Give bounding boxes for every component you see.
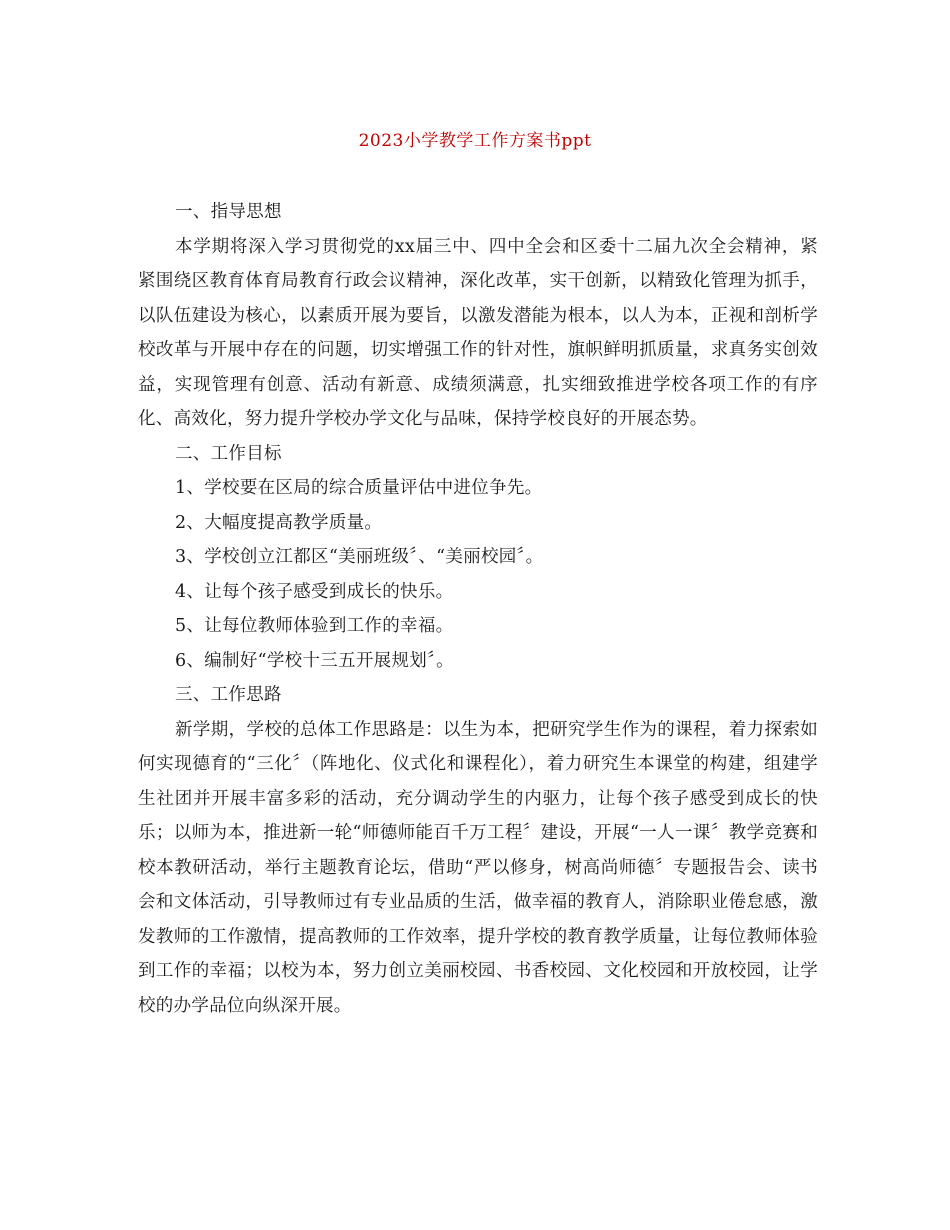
goal-item-2: 2、大幅度提高教学质量。 (175, 512, 383, 533)
goal-item-1: 1、学校要在区局的综合质量评估中进位争先。 (175, 478, 543, 498)
goal-item-5: 5、让每位教师体验到工作的幸福。 (175, 616, 454, 636)
goal-item-6: 6、编制好“学校十三五开展规划〞。 (175, 650, 454, 671)
goal-item-3: 3、学校创立江都区“美丽班级〞、“美丽校园〞。 (175, 547, 544, 567)
paragraph-work-approach: 新学期，学校的总体工作思路是：以生为本，把研究学生作为的课程，着力探索如何实现德育的“三化〞（阵地化、仪式化和课程化），着力研究生本课堂的构建，组建学生社团并开展丰富多彩的活动，充分调动学生的内驱力，让每个孩子感受到成长的快乐；以师为本，推进新一轮“师德师能百千万工程〞建设，开展“一人一课〞教学竞赛和校本教研活动，举行主题教育论坛，借助“严以修身，树高尚师德〞专题报告会、读书会和文体活动，引导教师过有专业品质的生活，做幸福的教育人，消除职业倦怠感，激发教师的工作激情，提高教师的工作效率，提升学校的教育教学质量，让每位教师体验到工作的幸福；以校为本，努力创立美丽校园、书香校园、文化校园和开放校园，让学校的办学品位向纵深开展。 (138, 719, 818, 1016)
paragraph-guiding-thought: 本学期将深入学习贯彻党的xx届三中、四中全会和区委十二届九次全会精神，紧紧围绕区教育体育局教育行政会议精神，深化改革，实干创新，以精致化管理为抓手，以队伍建设为核心，以素质开展为要旨，以激发潜能为根本，以人为本，正视和剖析学校改革与开展中存在的问题，切实增强工作的针对性，旗帜鲜明抓质量，求真务实创效益，实现管理有创意、活动有新意、成绩须满意，扎实细致推进学校各项工作的有序化、高效化，努力提升学校办学文化与品味，保持学校良好的开展态势。 (138, 236, 818, 429)
section-heading-work-goals: 二、工作目标 (175, 443, 282, 464)
document-title: 2023小学教学工作方案书ppt (358, 131, 592, 151)
document-body (138, 195, 818, 1023)
goal-item-4: 4、让每个孩子感受到成长的快乐。 (175, 581, 454, 602)
section-heading-guiding-thought: 一、指导思想 (175, 202, 282, 222)
section-heading-work-approach: 三、工作思路 (175, 685, 282, 705)
